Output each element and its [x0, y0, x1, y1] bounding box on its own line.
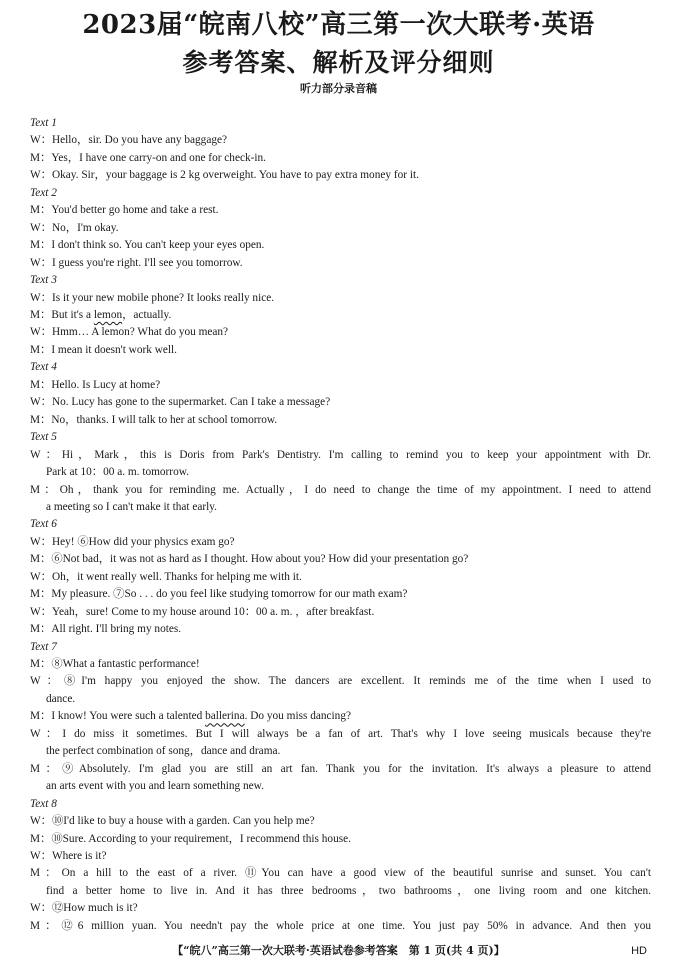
dialogue-line: M：I mean it doesn't work well. [30, 343, 177, 356]
dialogue-continuation: an arts event with you and learn something new. [46, 780, 264, 793]
dialogue-line: M：I don't think so. You can't keep your eyes open. [30, 239, 265, 252]
dialogue-line: M：All right. I'll bring my notes. [30, 623, 182, 636]
dialogue-line [30, 307, 651, 324]
dialogue-continuation: a meeting so I can't make it that early. [46, 500, 218, 513]
dialogue-line: M：Hello. Is Lucy at home? [30, 378, 161, 391]
dialogue-line: W：⑩I'd like to buy a house with a garden. Can you help me? [30, 815, 315, 828]
dialogue-line [30, 708, 651, 725]
dialogue-line: M：⑨Absolutely. I'm glad you are still an art fan. Thank you for the invitation. It's always a pleasure to attend [30, 762, 651, 775]
dialogue-line: M：Yes，I have one carry-on and one for check-in. [30, 151, 267, 164]
dialogue-line: M：⑩Sure. According to your requirement，I recommend this house. [30, 832, 351, 845]
text-section-label: Text 2 [30, 186, 57, 199]
dialogue-line: W：No，I'm okay. [30, 221, 119, 234]
dialogue-continuation: dance. [46, 692, 76, 705]
dialogue-line: W：No. Lucy has gone to the supermarket. Can I take a message? [30, 396, 331, 409]
dialogue-fragment: ，actually. [122, 308, 172, 321]
footer-code: HD [631, 945, 647, 957]
answer-key-title: 参考答案、解析及评分细则 [182, 48, 495, 77]
dialogue-line: M：⑫6 million yuan. You needn't pay the whole price at one time. You just pay 50% in advance. And then you [30, 919, 651, 932]
dialogue-line: W：I do miss it sometimes. But I will always be a fan of art. That's why I love seeing musicals because they're [30, 727, 651, 740]
dialogue-line: W：Is it your new mobile phone? It looks really nice. [30, 291, 275, 304]
text-section-label: Text 1 [30, 117, 57, 129]
dialogue-line: M：⑧What a fantastic performance! [30, 658, 200, 671]
dialogue-line: W：Hello，sir. Do you have any baggage? [30, 134, 228, 147]
wavy-underlined-word: ballerina [205, 710, 245, 723]
dialogue-line: M：On a hill to the east of a river. ⑪You can have a good view of the beautiful sunrise and sunset. You can't [30, 867, 651, 880]
dialogue-fragment: M：I know! You were such a talented [30, 710, 206, 723]
dialogue-line: W：⑧I'm happy you enjoyed the show. The dancers are excellent. It reminds me of the time when I used to [30, 675, 651, 688]
dialogue-line: W：Okay. Sir，your baggage is 2 kg overweight. You have to pay extra money for it. [30, 169, 419, 182]
text-section-label: Text 6 [30, 518, 57, 531]
dialogue-continuation: Park at 10：00 a. m. tomorrow. [46, 466, 189, 479]
dialogue-line: W：Yeah，sure! Come to my house around 10：00 a. m. ，after breakfast. [30, 605, 375, 618]
dialogue-continuation: the perfect combination of song，dance and drama. [46, 745, 281, 758]
listening-transcript-heading: 听力部分录音稿 [300, 82, 377, 95]
dialogue-fragment: . Do you miss dancing? [244, 710, 351, 723]
text-section-label: Text 3 [30, 274, 57, 287]
dialogue-fragment: M：But it's a [30, 308, 94, 321]
document-header [0, 10, 677, 96]
footer-page-info: 【“皖八”高三第一次大联考·英语试卷参考答案 第 1 页(共 4 页)】 [172, 944, 505, 957]
dialogue-line: M：⑥Not bad，it was not as hard as I thought. How about you? How did your presentation go? [30, 553, 469, 566]
dialogue-line: M：My pleasure. ⑦So . . . do you feel like studying tomorrow for our math exam? [30, 588, 408, 601]
dialogue-line: M：Oh，thank you for reminding me. Actually，I do need to change the time of my appointment. I need to attend [30, 483, 651, 496]
dialogue-line: W：Hey! ⑥How did your physics exam go? [30, 535, 235, 548]
text-section-label: Text 5 [30, 431, 57, 444]
dialogue-line: find a better home to live in. And it has three bedrooms，two bathrooms，one living room and one kitchen. [46, 884, 651, 897]
text-section-label: Text 4 [30, 361, 57, 374]
transcript-body [30, 115, 651, 935]
dialogue-line: M：You'd better go home and take a rest. [30, 204, 219, 217]
dialogue-line: W：⑫How much is it? [30, 902, 138, 915]
dialogue-line: W：Hmm… A lemon? What do you mean? [30, 326, 229, 339]
text-section-label: Text 8 [30, 797, 57, 810]
dialogue-line: M：No，thanks. I will talk to her at school tomorrow. [30, 413, 278, 426]
text-section-label: Text 7 [30, 640, 57, 653]
page [0, 10, 677, 973]
dialogue-line: W：Oh，it went really well. Thanks for helping me with it. [30, 570, 302, 583]
wavy-underlined-word: lemon [93, 308, 123, 321]
dialogue-line: W：Hi，Mark，this is Doris from Park's Dentistry. I'm calling to remind you to keep your appointment with Dr. [30, 448, 651, 461]
dialogue-line: W：Where is it? [30, 849, 107, 862]
exam-title: 2023届“皖南八校”高三第一次大联考·英语 [82, 10, 595, 40]
dialogue-line: W：I guess you're right. I'll see you tomorrow. [30, 256, 243, 269]
